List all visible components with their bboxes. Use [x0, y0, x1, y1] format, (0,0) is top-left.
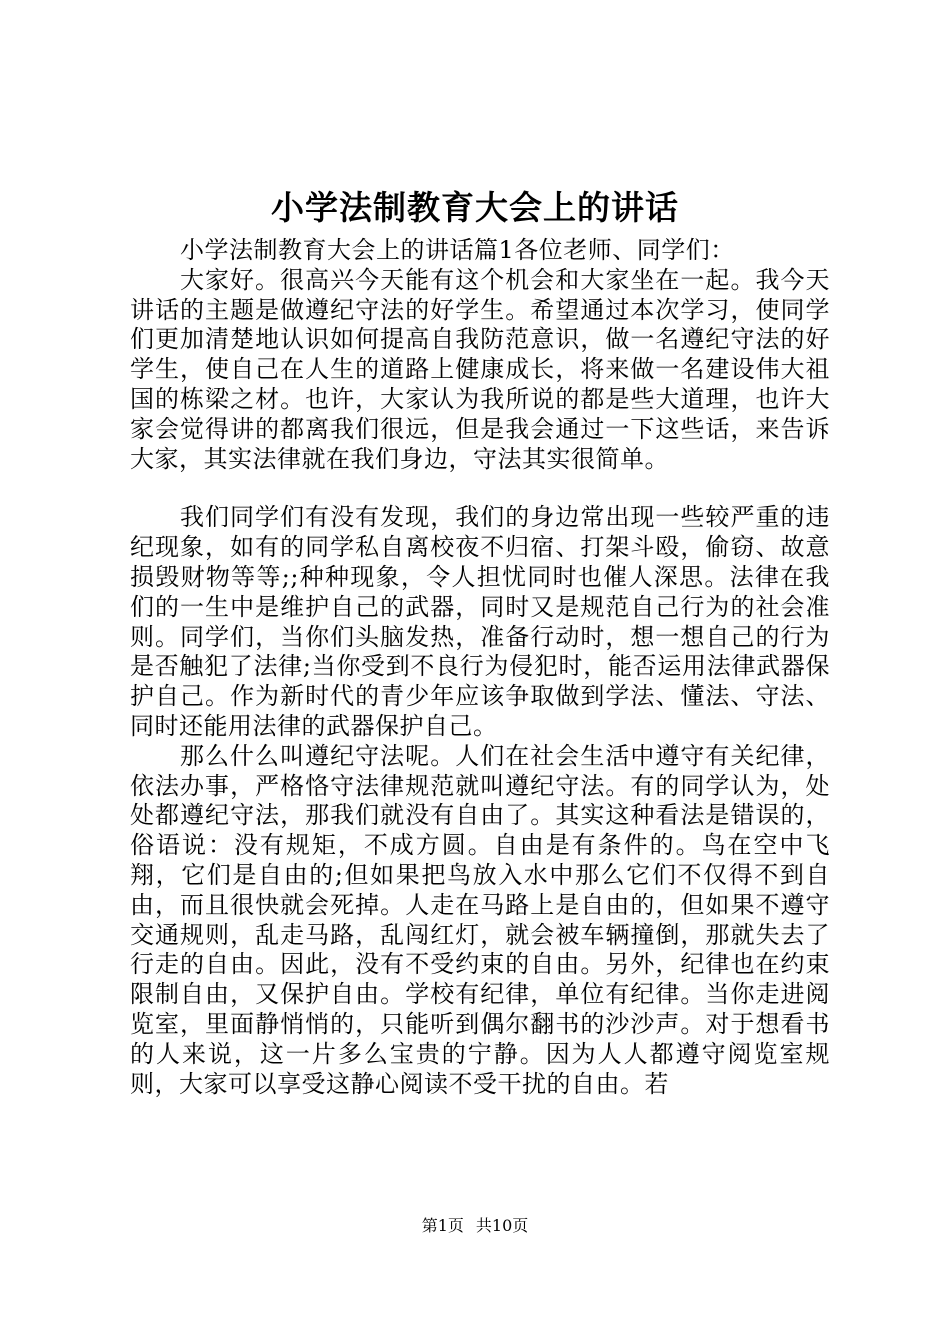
paragraph-intro: 小学法制教育大会上的讲话篇1各位老师、同学们：: [180, 236, 735, 264]
document-title: 小学法制教育大会上的讲话: [271, 188, 679, 227]
page-footer: [0, 1215, 950, 1237]
paragraph-discipline-issues: 我们同学们有没有发现，我们的身边常出现一些较严重的违纪现象，如有的同学私自离校夜不归宿、打架斗殴，偷窃、故意损毁财物等等;;种种现象，令人担忧同时也催人深思。法律在我们的一生中是维护自己的武器，同时又是规范自己行为的社会准则。同学们，当你们头脑发热，准备行动时，想一想自己的行为是否触犯了法律;当你受到不良行为侵犯时，能否运用法律武器保护自己。作为新时代的青少年应该争取做到学法、懂法、守法、同时还能用法律的武器保护自己。: [130, 503, 830, 740]
paragraph-greeting: 大家好。很高兴今天能有这个机会和大家坐在一起。我今天讲话的主题是做遵纪守法的好学生。希望通过本次学习，使同学们更加清楚地认识如何提高自我防范意识，做一名遵纪守法的好学生，使自己在人生的道路上健康成长，将来做一名建设伟大祖国的栋梁之材。也许，大家认为我所说的都是些大道理，也许大家会觉得讲的都离我们很远，但是我会通过一下这些话，来告诉大家，其实法律就在我们身边，守法其实很简单。: [130, 265, 830, 473]
page-total: 共10页: [475, 1216, 529, 1235]
page-number: 第1页: [421, 1216, 464, 1235]
document-body: [130, 236, 830, 1099]
paragraph-what-is-law-abiding: 那么什么叫遵纪守法呢。人们在社会生活中遵守有关纪律，依法办事，严格恪守法律规范就叫遵纪守法。有的同学认为，处处都遵纪守法，那我们就没有自由了。其实这种看法是错误的，俗语说：没有规矩，不成方圆。自由是有条件的。鸟在空中飞翔，它们是自由的;但如果把鸟放入水中那么它们不仅得不到自由，而且很快就会死掉。人走在马路上是自由的，但如果不遵守交通规则，乱走马路，乱闯红灯，就会被车辆撞倒，那就失去了行走的自由。因此，没有不受约束的自由。另外，纪律也在约束限制自由，又保护自由。学校有纪律，单位有纪律。当你走进阅览室，里面静悄悄的，只能听到偶尔翻书的沙沙声。对于想看书的人来说，这一片多么宝贵的宁静。因为人人都遵守阅览室规则，大家可以享受这静心阅读不受干扰的自由。若: [130, 741, 830, 1098]
